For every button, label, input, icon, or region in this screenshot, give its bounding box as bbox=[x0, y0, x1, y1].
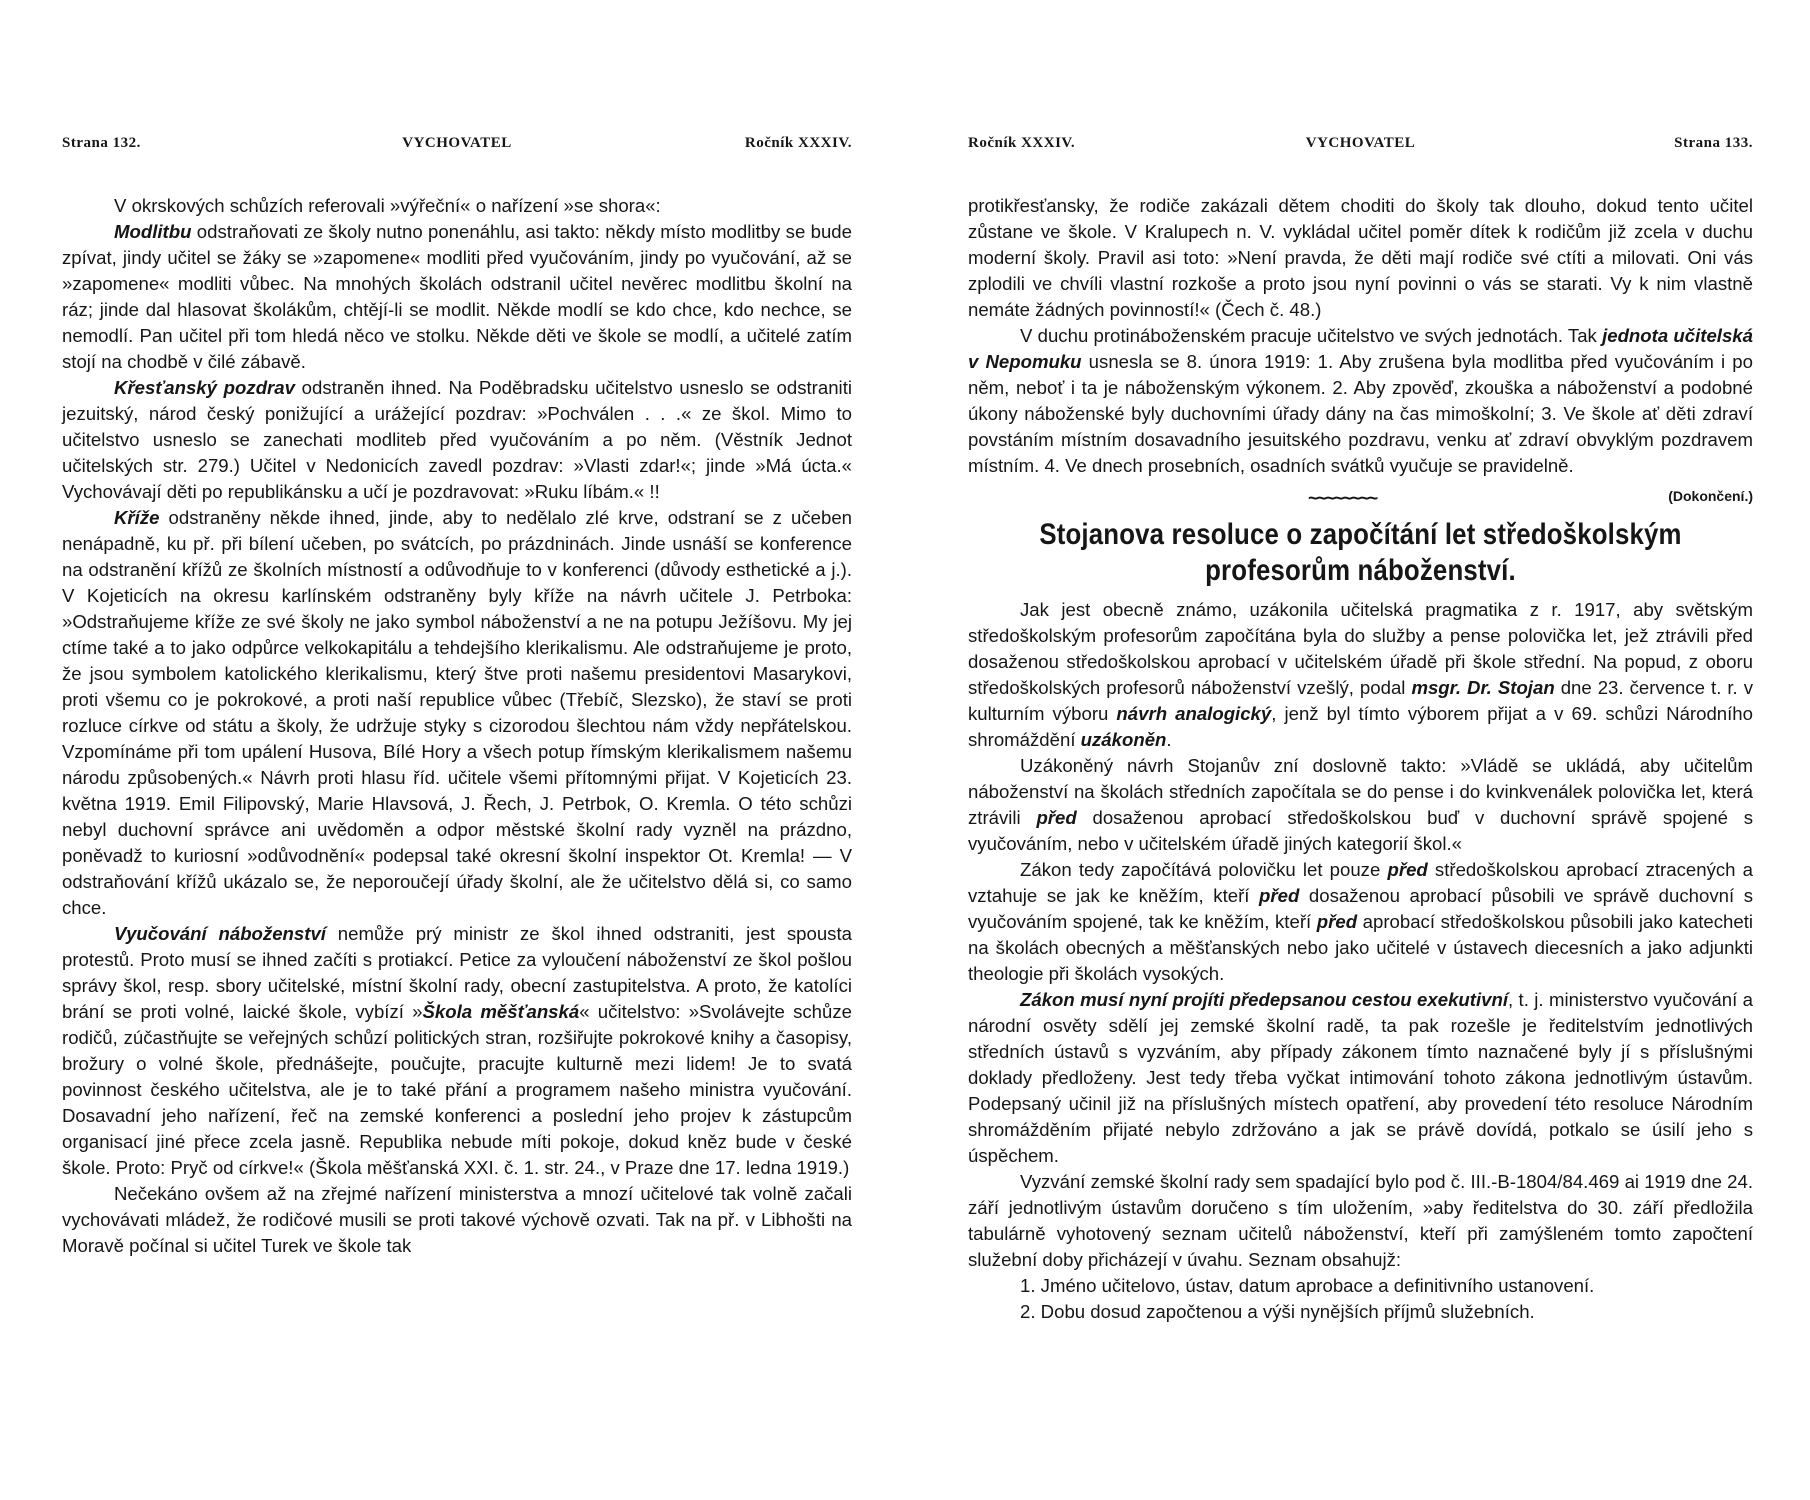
emphasis-text: návrh analogický bbox=[1116, 703, 1272, 724]
list-item bbox=[968, 1273, 1753, 1299]
text-run: Jak jest obecně známo, uzákonila učitelská pragmatika z r. 1917, aby světským středoškolským profesorům započítána byla do služby a pense polovička let, jež ztrávili před dosaženou středoškolskou aprobací v učitelském úřadě při škole střední. Na popud, z oboru středoškolských profesorů náboženství vzešlý, podal bbox=[968, 599, 1753, 698]
emphasis-text: msgr. Dr. Stojan bbox=[1411, 677, 1555, 698]
paragraph bbox=[968, 987, 1753, 1169]
ending-note: (Dokončení.) bbox=[1668, 488, 1753, 504]
right-page bbox=[968, 135, 1753, 1325]
right-body-text bbox=[968, 193, 1753, 1325]
emphasis-text: Škola měšťanská bbox=[422, 1001, 580, 1022]
emphasis-text: Zákon musí nyní projíti předepsanou cestou exekutivní bbox=[1020, 989, 1508, 1010]
paragraph bbox=[62, 193, 852, 219]
left-page bbox=[62, 135, 852, 1259]
paragraph bbox=[968, 597, 1753, 753]
text-run: usnesla se 8. února 1919: 1. Aby zrušena byla modlitba před vyučováním i po něm, neboť i ta je náboženským výkonem. 2. Aby zpověď, zkouška a náboženství a podobné úkony náboženské byly duchovními úřady dány na čas mimoškolní; 3. Ve škole ať děti zdraví povstáním místním dosavadního jesuitského pozdravu, venku ať zdraví obvyklým pozdravem místním. 4. Ve dnech prosebních, osadních svátků vyučuje se pravidelně. bbox=[968, 351, 1753, 476]
paragraph bbox=[968, 753, 1753, 857]
article-title: Stojanova resoluce o započítání let středoškolským profesorům náboženství. bbox=[1039, 518, 1682, 587]
left-body-text bbox=[62, 193, 852, 1259]
emphasis-text: jednota učitelská v Nepomuku bbox=[968, 325, 1753, 372]
paragraph bbox=[62, 921, 852, 1181]
text-run: dosaženou aprobací působili ve správě duchovní s vyučováním spojené, tak ke kněžím, kteří bbox=[968, 885, 1754, 932]
right-journal-title: VYCHOVATEL bbox=[1305, 135, 1416, 151]
text-run: , t. j. ministerstvo vyučování a národní osvěty sdělí jej zemské školní radě, ta pak rozešle je ředitelstvím jednotlivých středních ústavů s vyzváním, aby případy zákonem tímto naznačené byly jí s příslušnými doklady předloženy. Jest tedy třeba vyčkat intimování tohoto zákona jednotlivým ústavům. Podepsaný učinil již na příslušných místech opatření, aby provedení této resoluce Národním shromážděním přijaté nebylo zdržováno a jak se právě dovídá, potkalo se úsilí jeho s úspěchem. bbox=[968, 989, 1753, 1166]
paragraph bbox=[968, 857, 1753, 987]
text-run: , jenž byl tímto výborem přijat a v 69. schůzi Národního shromáždění bbox=[968, 703, 1753, 750]
text-run: odstraněny někde ihned, jinde, aby to nedělalo zlé krve, odstraní se z učeben nenápadně, ku př. při bílení učeben, po svátcích, po prázdninách. Jinde usnáší se konference na odstranění křížů ze školních místností a odůvodňuje to v konferenci (důvody esthetické a j.). V Kojeticích na okresu karlínském odstraněny byly kříže na návrh učitele J. Petrboka: »Odstraňujeme kříže ze své školy ne jako symbol náboženství a ne na potupu Ježíšovu. My jej ctíme také a to jako odpůrce velkokapitálu a tehdejšího klerikalismu. Ale odstraňujeme je proto, že jsou symbolem katolického klerikalismu, který štve proti našemu presidentovi Masarykovi, proti všemu co je pokrokové, a proti naší republice vůbec (Třebíč, Slezsko), že staví se proti rozluce církve od státu a školy, že udržuje styky s cizorodou šlechtou nám vždy nepřátelskou. Vzpomínáme při tom upálení Husova, Bílé Hory a všech potup římským klerikalismem našemu národu způsobených.« Návrh proti hlasu říd. učitele všemi přítomnými přijat. V Kojeticích 23. května 1919. Emil Filipovský, Marie Hlavsová, J. Řech, J. Petrbok, O. Kremla. O této schůzi nebyl duchovní správce ani uvědoměn a odpor městské školní rady vyzněl na prázdno, poněvadž to kuriosní »odůvodnění« podepsal také okresní školní inspektor Ot. Kremla! — V odstraňování křížů ukázalo se, že neporoučejí úřady školní, ale že učitelstvo dělá si, co samo chce. bbox=[62, 507, 852, 918]
text-run: Nečekáno ovšem až na zřejmé nařízení ministerstva a mnozí učitelové tak volně začali vychovávati mládež, že rodičové musili se proti takové výchově ozvati. Tak na př. v Libhošti na Moravě počínal si učitel Turek ve škole tak bbox=[62, 1183, 852, 1256]
wavy-ornament: ~~~~~~~~ bbox=[1308, 488, 1377, 508]
emphasis-text: uzákoněn bbox=[1080, 729, 1167, 750]
text-run: středoškolskou aprobací ztracených a vztahuje se jak ke kněžím, kteří bbox=[968, 859, 1753, 906]
list-item bbox=[968, 1299, 1753, 1325]
left-volume: Ročník XXXIV. bbox=[744, 135, 852, 151]
paragraph bbox=[968, 193, 1753, 323]
emphasis-text: Kříže bbox=[114, 507, 160, 528]
text-run: odstraňovati ze školy nutno ponenáhlu, asi takto: někdy místo modlitby se bude zpívat, jindy učitel se žáky se »zapomene« modliti před vyučováním, jindy po vyučování, až se »zapomene« modliti vůbec. Na mnohých školách odstranil učitel nevěrec modlitbu školní na ráz; jinde dal hlasovat školákům, chtějí-li se modlit. Někde modlí se kdo chce, kdo nechce, se nemodlí. Pan učitel při tom hledá něco ve stolku. Někde děti ve škole se modlí, a učitelé zatím stojí na chodbě v čilé zábavě. bbox=[62, 221, 852, 372]
text-run: . bbox=[1166, 729, 1172, 750]
right-top-paragraphs bbox=[968, 193, 1753, 479]
right-article-paragraphs bbox=[968, 597, 1753, 1325]
paragraph bbox=[62, 375, 852, 505]
paragraph bbox=[62, 219, 852, 375]
text-run: dosaženou aprobací středoškolskou buď v duchovní správě spojené s vyučováním, nebo v učitelském úřadě jiných kategorií škol.« bbox=[968, 807, 1754, 854]
emphasis-text: před bbox=[1387, 859, 1428, 880]
right-running-header bbox=[968, 135, 1753, 157]
left-page-number: Strana 132. bbox=[62, 135, 141, 151]
emphasis-text: Modlitbu bbox=[114, 221, 192, 242]
text-run: aprobací středoškolskou působili jako katecheti na školách obecných a měšťanských nebo jako učitelé v ústavech diecesních a jako adjunkti theologie při školách vysokých. bbox=[968, 911, 1753, 984]
right-page-number: Strana 133. bbox=[1674, 135, 1753, 151]
text-run: Zákon tedy započítává polovičku let pouze bbox=[1020, 859, 1388, 880]
text-run: odstraněn ihned. Na Poděbradsku učitelstvo usneslo se odstraniti jezuitský, národ český ponižující a urážející pozdrav: »Pochválen . . .« ze škol. Mimo to učitelstvo usneslo se zanechati modliteb před vyučováním a po něm. (Věstník Jednot učitelských str. 279.) Učitel v Nedonicích zavedl pozdrav: »Vlasti zdar!«; jinde »Má úcta.« Vychovávají děti po republikánsku a učí je pozdravovat: »Ruku líbám.« !! bbox=[62, 377, 852, 502]
text-run: Vyzvání zemské školní rady sem spadající bylo pod č. III.-B-1804/84.469 ai 1919 dne 24. září jednotlivým ústavům doručeno s tím uložením, »aby ředitelstva do 30. září předložila tabulárně vyhotovený seznam učitelů náboženství, kteří při zamýšleném tomto započtení služební doby přicházejí v úvahu. Seznam obsahujž: bbox=[968, 1171, 1753, 1270]
text-run: protikřesťansky, že rodiče zakázali dětem choditi do školy tak dlouho, dokud tento učitel zůstane ve škole. V Kralupech n. V. vykládal učitel poměr dítek k rodičům již zcela v duchu moderní školy. Pravil asi toto: »Není pravda, že děti mají rodiče své ctíti a milovati. Oni vás zplodili ve chvíli vlastní rozkoše a proto jsou nyní povinni o vás se starati. Vy k nim vlastně nemáte žádných povinností!« (Čech č. 48.) bbox=[968, 195, 1753, 320]
text-run: « učitelstvo: »Svolávejte schůze rodičů, zúčastňujte se veřejných schůzí politických stran, rozšiřujte pokrokové knihy a časopisy, brožury o volné škole, přednášejte, poučujte, pracujte kulturně mezi lidem! Je to svatá povinnost českého učitelstva, ale je to také přání a programem našeho ministra vyučování. Dosavadní jeho nařízení, řeč na zemské konferenci a poslední jeho projev k zástupcům organisací jiné přece zcela jasně. Republika nebude míti pokoje, dokud kněz bude v české škole. Proto: Pryč od církve!« (Škola měšťanská XXI. č. 1. str. 24., v Praze dne 17. ledna 1919.) bbox=[62, 1001, 852, 1178]
emphasis-text: před bbox=[1259, 885, 1300, 906]
paragraph bbox=[968, 323, 1753, 479]
text-run: 1. Jméno učitelovo, ústav, datum aprobace a definitivního ustanovení. bbox=[1020, 1275, 1595, 1296]
paragraph bbox=[62, 1181, 852, 1259]
paragraph bbox=[62, 505, 852, 921]
left-journal-title: VYCHOVATEL bbox=[402, 135, 512, 151]
text-run: nemůže prý ministr ze škol ihned odstraniti, jest spousta protestů. Proto musí se ihned začíti s protiakcí. Petice za vyloučení náboženství ze škol pošlou správy škol, resp. sbory učitelské, místní školní rady, obecní zastupitelstva. A proto, že katolíci brání se proti volné, laické škole, vybízí » bbox=[62, 923, 852, 1022]
left-running-header bbox=[62, 135, 852, 157]
text-run: Uzákoněný návrh Stojanův zní doslovně takto: »Vládě se ukládá, aby učitelům náboženství na školách středních započítala se do pense i do kvinkvenálek polovička let, která ztrávili bbox=[968, 755, 1753, 828]
text-run: 2. Dobu dosud započtenou a výši nynějších příjmů služebních. bbox=[1020, 1301, 1535, 1322]
paragraph bbox=[968, 1169, 1753, 1273]
text-run: V okrskových schůzích referovali »výřeční« o nařízení »se shora«: bbox=[114, 195, 661, 216]
emphasis-text: Křesťanský pozdrav bbox=[114, 377, 295, 398]
emphasis-text: před bbox=[1036, 807, 1077, 828]
text-run: V duchu protináboženském pracuje učitelstvo ve svých jednotách. Tak bbox=[1020, 325, 1603, 346]
emphasis-text: Vyučování náboženství bbox=[114, 923, 326, 944]
text-run: dne 23. července t. r. v kulturním výboru bbox=[968, 677, 1753, 724]
section-divider bbox=[968, 481, 1753, 509]
emphasis-text: před bbox=[1316, 911, 1358, 932]
right-volume: Ročník XXXIV. bbox=[968, 135, 1076, 151]
